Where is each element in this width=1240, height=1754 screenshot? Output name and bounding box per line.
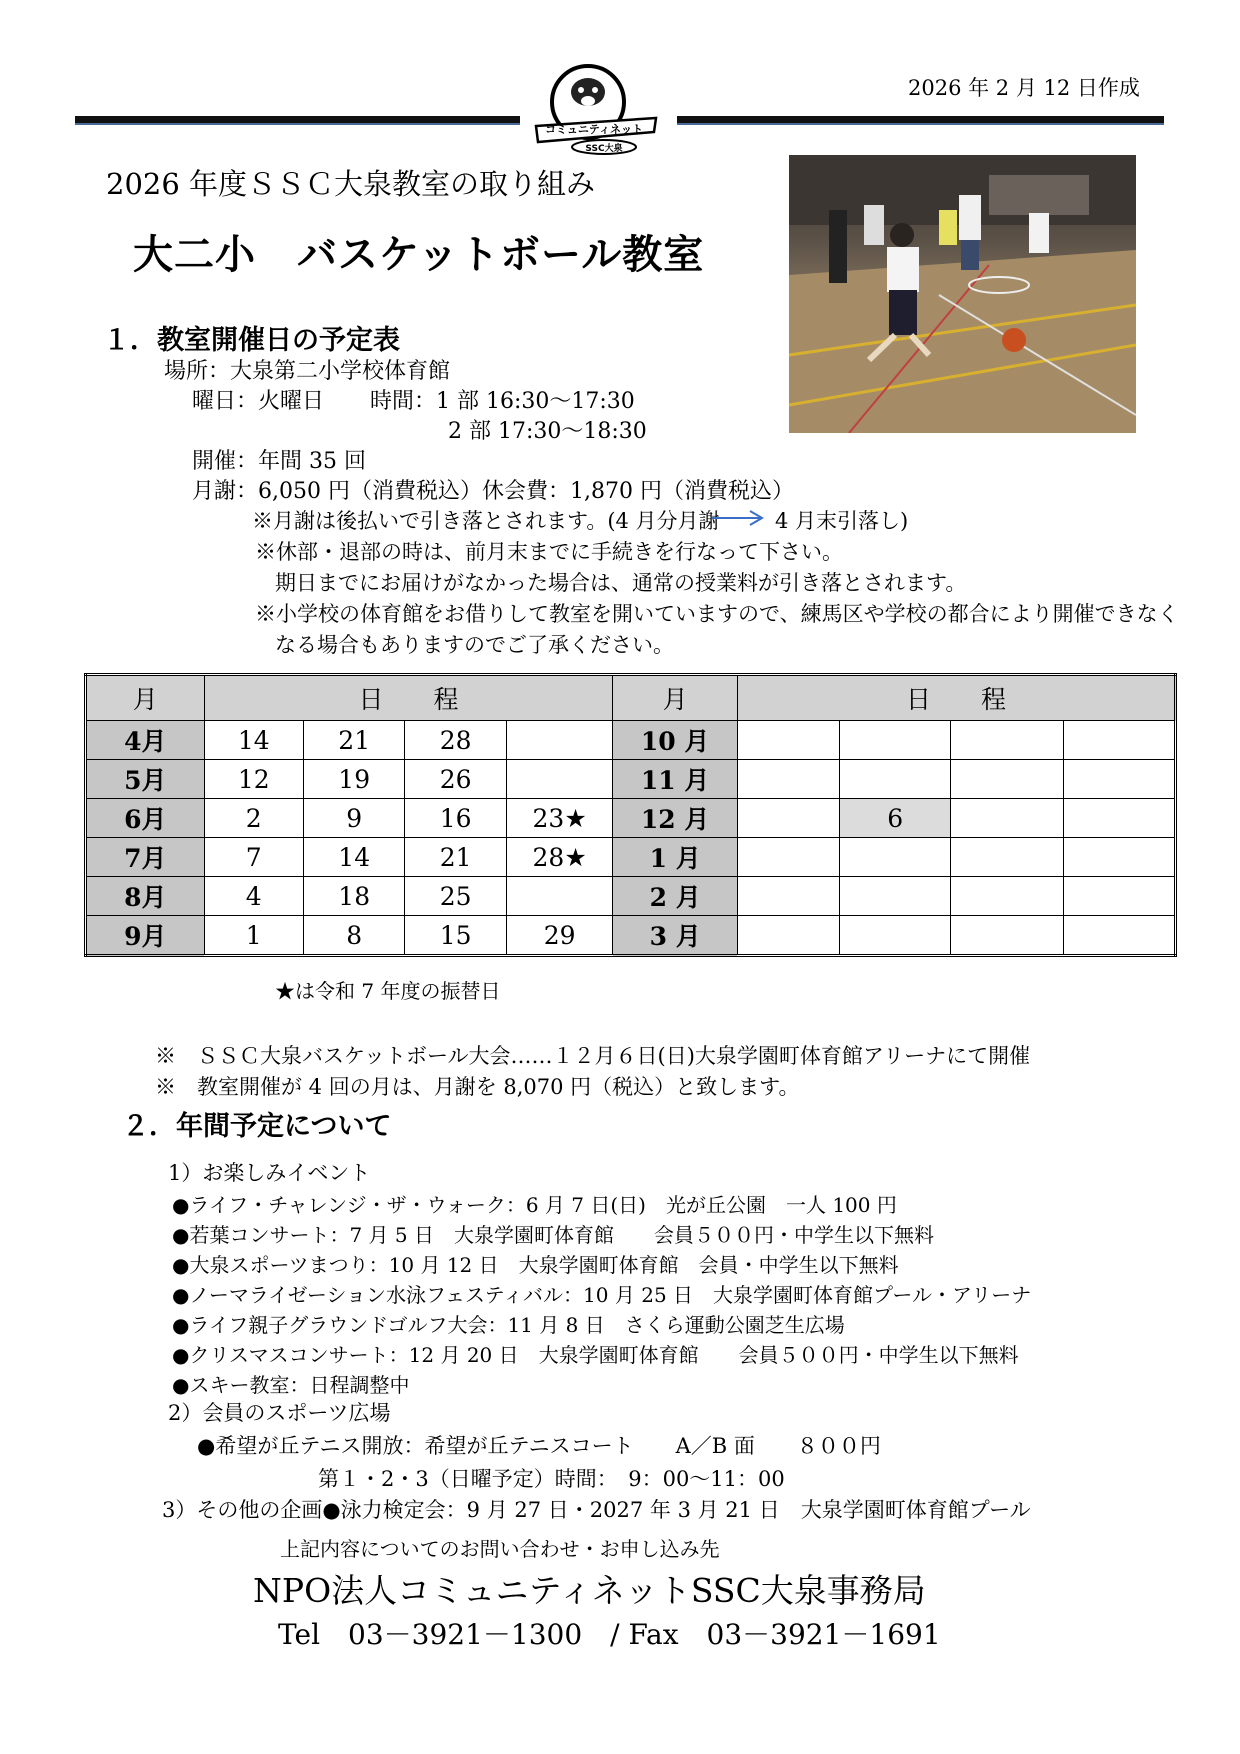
table-row	[86, 916, 1176, 956]
note2-text: ※休部・退部の時は、前月末までに手続きを行なって下さい。	[255, 540, 843, 564]
table-row	[86, 799, 1176, 838]
month-cell: 12 月	[613, 799, 738, 838]
month-cell: 1 月	[613, 838, 738, 877]
contact-intro: 上記内容についてのお問い合わせ・お申し込み先	[280, 1537, 720, 1561]
sub-heading-events: 1）お楽しみイベント	[168, 1161, 371, 1185]
contact-phone: Tel 03－3921－1300 / Fax 03－3921－1691	[278, 1618, 941, 1651]
date-cell-highlight: 6	[840, 799, 951, 838]
location-text: 場所：大泉第二小学校体育館	[164, 359, 451, 384]
event-item: ●ライフ・チャレンジ・ザ・ウォーク：6 月 7 日(日) 光が丘公園 一人 100 円	[172, 1193, 897, 1217]
date-cell	[950, 799, 1064, 838]
date-cell	[737, 760, 839, 799]
date-cell: 29	[506, 916, 612, 956]
date-cell	[506, 721, 612, 760]
date-cell: 1	[204, 916, 303, 956]
header-rule-right	[677, 116, 1164, 125]
arrow-icon	[710, 508, 766, 528]
date-cell: 15	[405, 916, 506, 956]
section2-heading: ２．年間予定について	[122, 1111, 392, 1142]
header-days-left: 日 程	[204, 675, 613, 721]
date-cell: 19	[303, 760, 404, 799]
month-cell: 11 月	[613, 760, 738, 799]
page-subtitle: 2026 年度ＳＳＣ大泉教室の取り組み	[106, 167, 596, 201]
date-cell	[840, 838, 951, 877]
month-cell: 5月	[86, 760, 205, 799]
day-text: 曜日：火曜日	[192, 389, 325, 414]
event-item: ●ライフ親子グラウンドゴルフ大会：11 月 8 日 さくら運動公園芝生広場	[172, 1313, 845, 1337]
date-cell	[950, 877, 1064, 916]
date-cell	[1064, 799, 1176, 838]
date-cell: 21	[303, 721, 404, 760]
table-row	[86, 721, 1176, 760]
sub-heading-sports: 2）会員のスポーツ広場	[168, 1401, 391, 1425]
page-title: 大二小 バスケットボール教室	[133, 232, 705, 278]
sub-heading-other: 3）その他の企画●泳力検定会：9 月 27 日・2027 年 3 月 21 日 大泉学園町体育館プール	[162, 1498, 1031, 1522]
date-cell	[840, 916, 951, 956]
date-cell: 28★	[506, 838, 612, 877]
date-cell	[737, 838, 839, 877]
tennis-line1: ●希望が丘テニス開放：希望が丘テニスコート A／B 面 ８００円	[197, 1434, 881, 1458]
date-cell: 23★	[506, 799, 612, 838]
date-created: 2026 年 2 月 12 日作成	[908, 76, 1140, 100]
basketball-photo	[789, 155, 1136, 433]
date-cell: 21	[405, 838, 506, 877]
date-cell	[1064, 721, 1176, 760]
sessions-text: 開催：年間 35 回	[192, 449, 366, 474]
date-cell: 8	[303, 916, 404, 956]
month-cell: 2 月	[613, 877, 738, 916]
date-cell	[737, 799, 839, 838]
date-cell	[737, 877, 839, 916]
date-cell	[737, 916, 839, 956]
date-cell: 16	[405, 799, 506, 838]
header-month-left: 月	[86, 675, 205, 721]
event-item: ●大泉スポーツまつり：10 月 12 日 大泉学園町体育館 会員・中学生以下無料	[172, 1253, 899, 1277]
time1-text: 時間：1 部 16:30～17:30	[370, 389, 635, 414]
note5-text: なる場合もありますのでご了承ください。	[275, 633, 674, 657]
month-cell: 3 月	[613, 916, 738, 956]
table-header-row	[86, 675, 1176, 721]
contact-org: NPO法人コミュニティネットSSC大泉事務局	[253, 1571, 926, 1610]
date-cell: 7	[204, 838, 303, 877]
date-cell	[1064, 838, 1176, 877]
date-cell: 14	[303, 838, 404, 877]
header-month-right: 月	[613, 675, 738, 721]
date-cell	[840, 877, 951, 916]
note1b-text: 4 月末引落し)	[775, 509, 909, 533]
section1-heading: １．教室開催日の予定表	[103, 325, 400, 356]
date-cell	[1064, 916, 1176, 956]
note1a-text: ※月謝は後払いで引き落とされます。(4 月分月謝	[252, 509, 720, 533]
date-cell: 2	[204, 799, 303, 838]
date-cell	[506, 760, 612, 799]
header-days-right: 日 程	[737, 675, 1175, 721]
month-cell: 7月	[86, 838, 205, 877]
header-rule-left	[75, 116, 520, 125]
date-cell	[950, 760, 1064, 799]
date-cell	[1064, 877, 1176, 916]
date-cell: 26	[405, 760, 506, 799]
month-cell: 6月	[86, 799, 205, 838]
logo-text-bottom: SSC大泉	[585, 144, 623, 154]
table-row	[86, 838, 1176, 877]
date-cell	[737, 721, 839, 760]
date-cell: 25	[405, 877, 506, 916]
table-row	[86, 760, 1176, 799]
month-cell: 9月	[86, 916, 205, 956]
fee-text: 月謝：6,050 円（消費税込）休会費：1,870 円（消費税込）	[192, 479, 794, 504]
table-row	[86, 877, 1176, 916]
date-cell: 28	[405, 721, 506, 760]
note-tournament: ※ ＳＳＣ大泉バスケットボール大会‥‥‥１２月６日(日)大泉学園町体育館アリーナにて開催	[155, 1044, 1031, 1068]
date-cell: 4	[204, 877, 303, 916]
date-cell: 12	[204, 760, 303, 799]
note-fee-4times: ※ 教室開催が 4 回の月は、月謝を 8,070 円（税込）と致します。	[155, 1075, 800, 1099]
logo	[528, 60, 663, 155]
date-cell	[950, 721, 1064, 760]
tennis-line2: 第１・2・3（日曜予定）時間： 9：00～11：00	[318, 1467, 785, 1491]
date-cell: 9	[303, 799, 404, 838]
date-cell: 14	[204, 721, 303, 760]
event-item: ●若葉コンサート：7 月 5 日 大泉学園町体育館 会員５００円・中学生以下無料	[172, 1223, 934, 1247]
date-cell	[950, 838, 1064, 877]
note4-text: ※小学校の体育館をお借りして教室を開いていますので、練馬区や学校の都合により開催できなく	[255, 602, 1179, 626]
month-cell: 8月	[86, 877, 205, 916]
table-footnote: ★は令和 7 年度の振替日	[275, 979, 501, 1003]
logo-text-top: コミュニティネット	[545, 123, 643, 136]
time2-text: 2 部 17:30～18:30	[448, 419, 647, 444]
event-item: ●ノーマライゼーション水泳フェスティバル：10 月 25 日 大泉学園町体育館プール・アリーナ	[172, 1283, 1032, 1307]
month-cell: 4月	[86, 721, 205, 760]
date-cell	[1064, 760, 1176, 799]
event-item: ●クリスマスコンサート：12 月 20 日 大泉学園町体育館 会員５００円・中学生以下無料	[172, 1343, 1019, 1367]
date-cell: 18	[303, 877, 404, 916]
date-cell	[950, 916, 1064, 956]
date-cell	[840, 760, 951, 799]
schedule-table	[84, 673, 1177, 957]
date-cell	[840, 721, 951, 760]
event-item: ●スキー教室：日程調整中	[172, 1373, 410, 1397]
month-cell: 10 月	[613, 721, 738, 760]
date-cell	[506, 877, 612, 916]
note3-text: 期日までにお届けがなかった場合は、通常の授業料が引き落とされます。	[275, 571, 967, 595]
